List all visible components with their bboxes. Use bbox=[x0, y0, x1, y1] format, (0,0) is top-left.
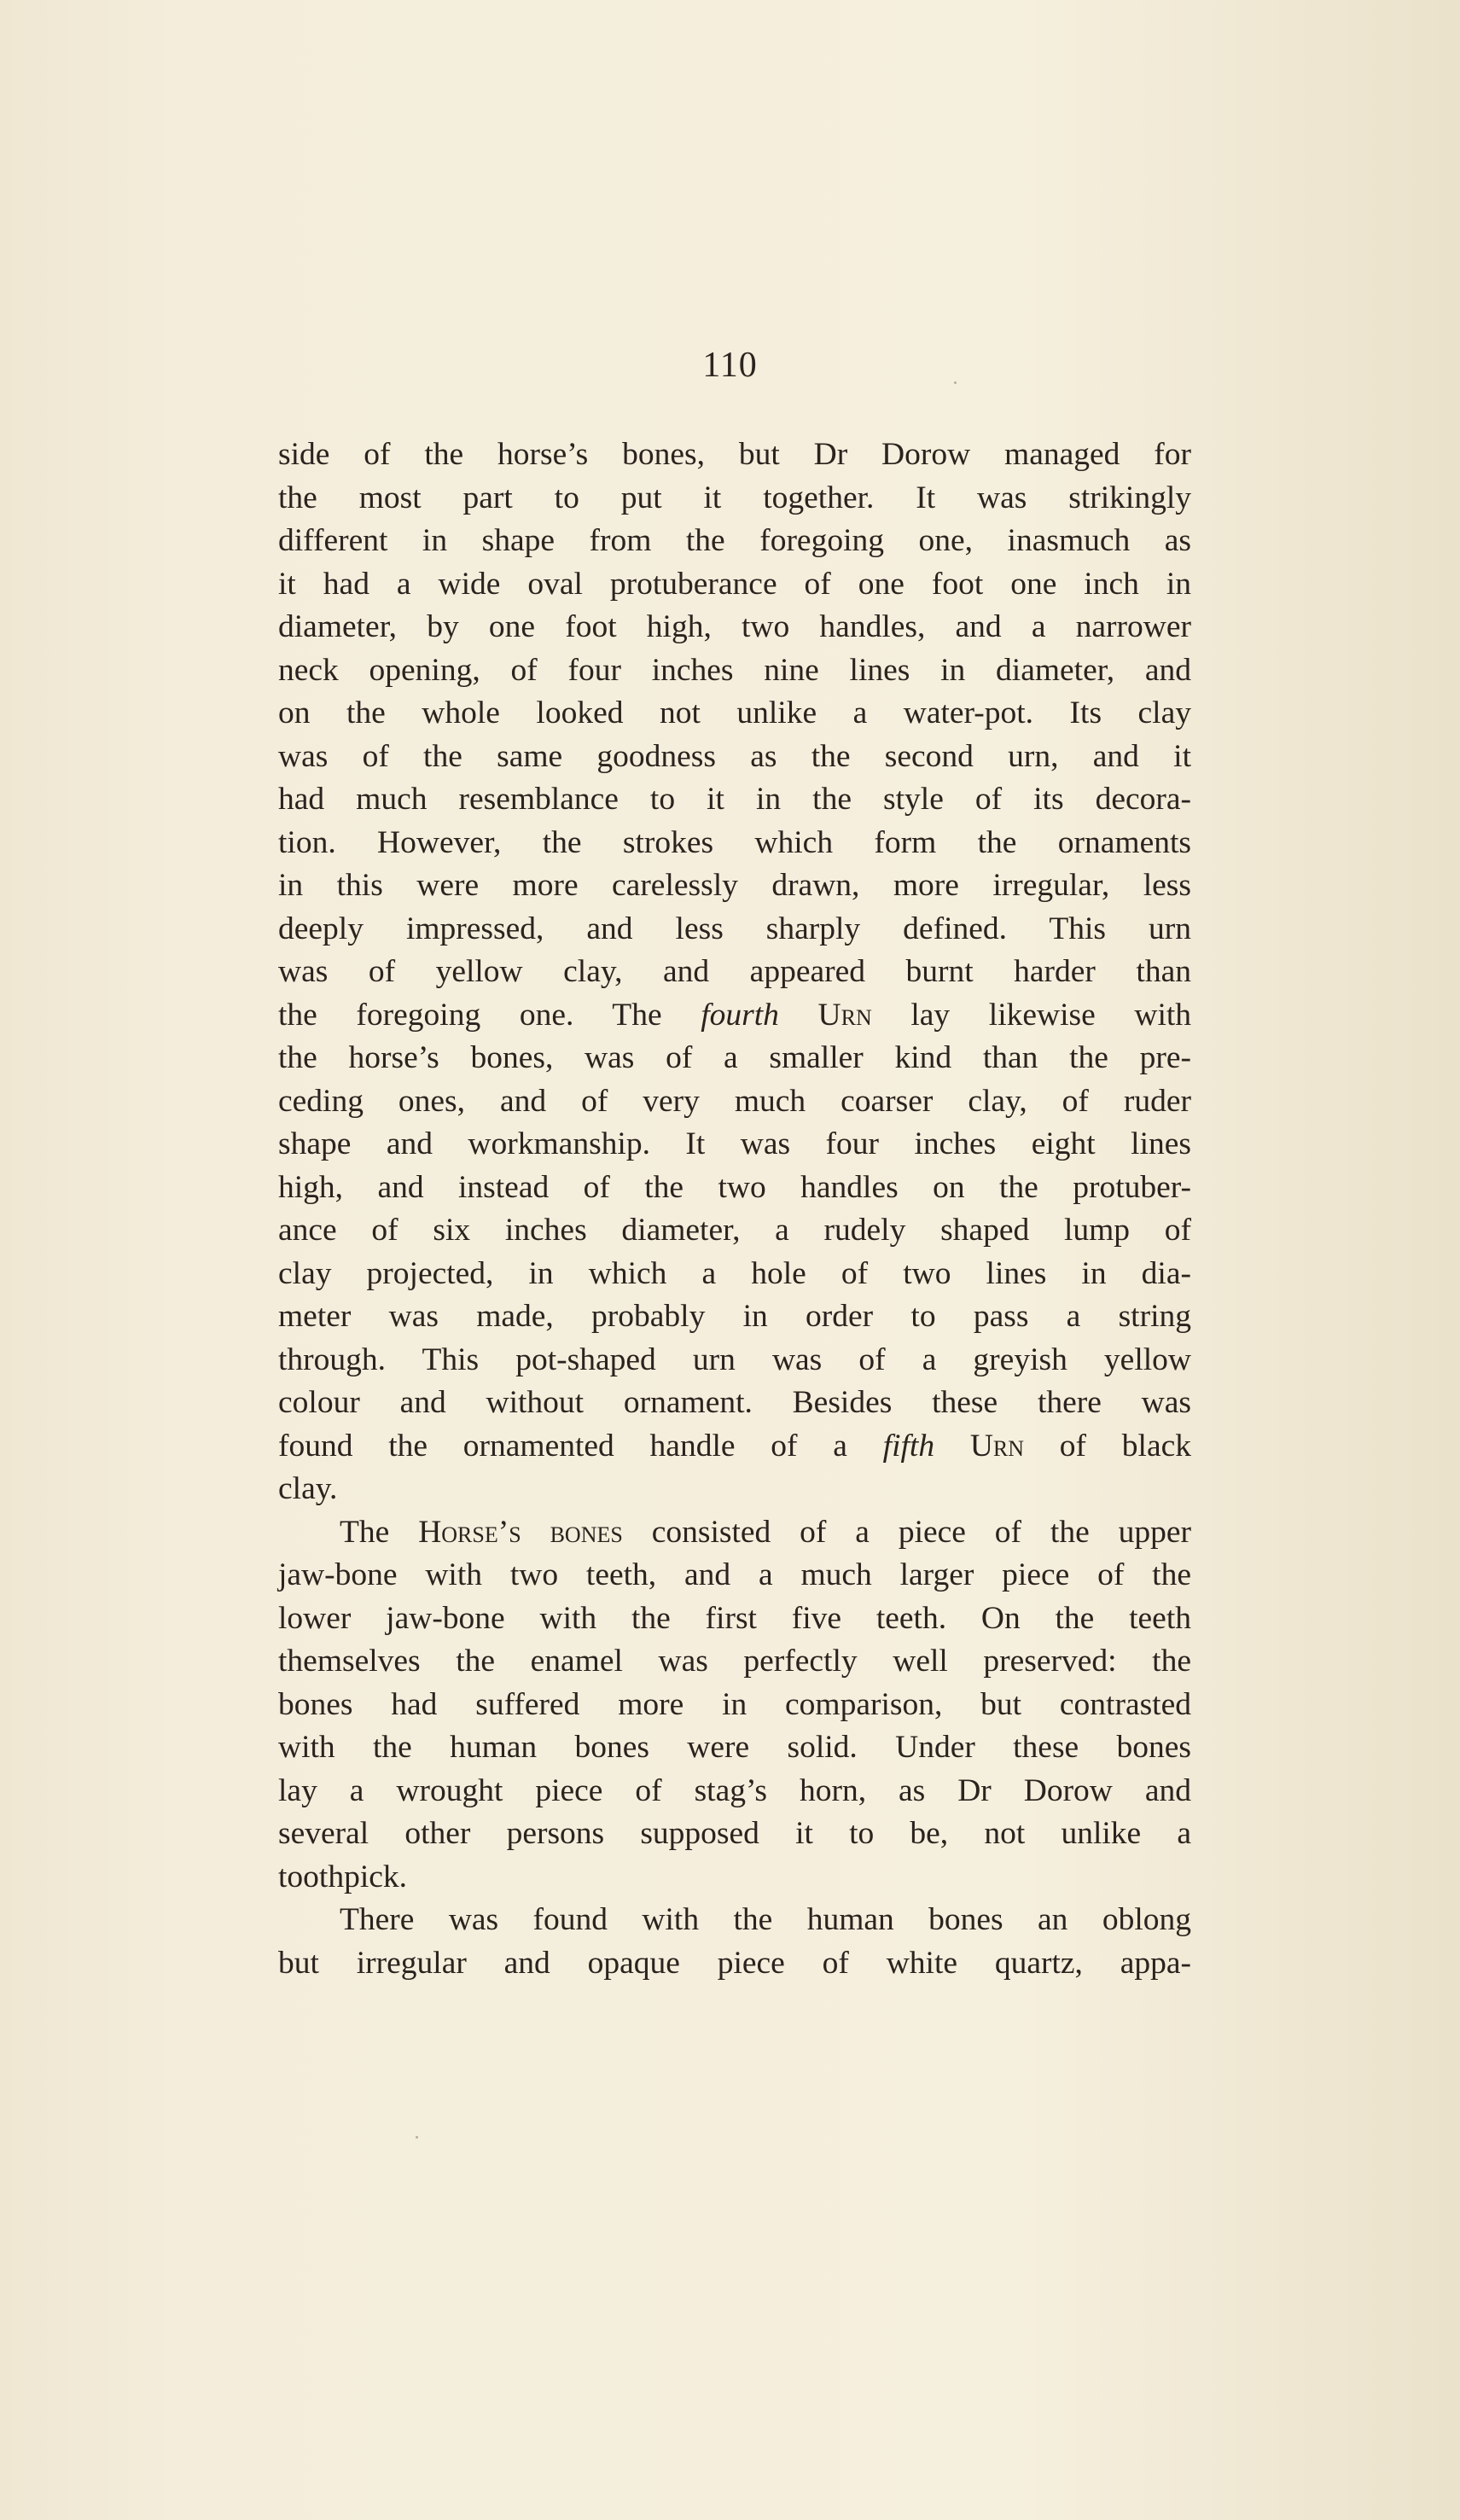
text-line: had much resemblance to it in the style of its decora- bbox=[278, 782, 1191, 817]
text-line: themselves the enamel was perfectly well preserved: the bbox=[278, 1644, 1191, 1679]
text-line: lower jaw-bone with the first five teeth. On the teeth bbox=[278, 1600, 1191, 1636]
text-line: the horse’s bones, was of a smaller kind than the pre- bbox=[278, 1040, 1191, 1075]
text-line: high, and instead of the two handles on the protuber- bbox=[278, 1169, 1191, 1205]
text-line: tion. However, the strokes which form the ornaments bbox=[278, 824, 1191, 860]
text-line: toothpick. bbox=[278, 1859, 408, 1894]
text-line: but irregular and opaque piece of white quartz, appa- bbox=[278, 1945, 1191, 1981]
text-segment: of black bbox=[1059, 1428, 1191, 1464]
italic-word: fifth bbox=[882, 1428, 935, 1464]
paper-speck bbox=[954, 381, 957, 384]
text-line: jaw-bone with two teeth, and a much larger piece of the bbox=[278, 1557, 1191, 1592]
text-line: it had a wide oval protuberance of one foot one inch in bbox=[278, 566, 1191, 602]
text-line: on the whole looked not unlike a water-pot. Its clay bbox=[278, 695, 1191, 730]
text-line: through. This pot-shaped urn was of a greyish yellow bbox=[278, 1341, 1191, 1377]
text-line-horses-bones bbox=[278, 1511, 1191, 1555]
text-segment: the foregoing one. The bbox=[278, 997, 662, 1033]
body-text bbox=[278, 434, 1191, 1985]
text-line-fifth-urn bbox=[278, 1425, 1191, 1469]
text-line: There was found with the human bones an oblong bbox=[340, 1902, 1191, 1937]
text-line: ceding ones, and of very much coarser clay, of ruder bbox=[278, 1083, 1191, 1119]
small-caps-phrase: Horse’s bones bbox=[418, 1514, 623, 1550]
text-line: different in shape from the foregoing one, inasmuch as bbox=[278, 523, 1191, 558]
small-caps-word: Urn bbox=[817, 997, 872, 1033]
text-line: in this were more carelessly drawn, more irregular, less bbox=[278, 868, 1191, 903]
text-line: was of the same goodness as the second urn, and it bbox=[278, 738, 1191, 774]
text-line: diameter, by one foot high, two handles, and a narrower bbox=[278, 609, 1191, 644]
text-line: bones had suffered more in comparison, but contrasted bbox=[278, 1686, 1191, 1722]
text-line: was of yellow clay, and appeared burnt harder than bbox=[278, 954, 1191, 989]
text-segment: lay likewise with bbox=[910, 997, 1192, 1033]
text-segment: The bbox=[340, 1514, 390, 1550]
text-line: side of the horse’s bones, but Dr Dorow managed for bbox=[278, 437, 1191, 472]
text-line: with the human bones were solid. Under these bones bbox=[278, 1730, 1191, 1765]
text-line: neck opening, of four inches nine lines in diameter, and bbox=[278, 652, 1191, 688]
text-line: clay. bbox=[278, 1471, 338, 1506]
text-line: meter was made, probably in order to pass a string bbox=[278, 1299, 1191, 1334]
text-line: deeply impressed, and less sharply defined. This urn bbox=[278, 911, 1191, 946]
text-line-fourth-urn bbox=[278, 994, 1191, 1038]
text-line: the most part to put it together. It was strikingly bbox=[278, 480, 1191, 515]
text-segment: consisted of a piece of the upper bbox=[651, 1514, 1192, 1550]
text-line: several other persons supposed it to be, not unlike a bbox=[278, 1816, 1191, 1851]
paper-speck bbox=[416, 2136, 418, 2139]
italic-word: fourth bbox=[701, 997, 779, 1033]
text-line: shape and workmanship. It was four inches eight lines bbox=[278, 1126, 1191, 1161]
text-line: colour and without ornament. Besides these there was bbox=[278, 1385, 1191, 1420]
text-line: lay a wrought piece of stag’s horn, as Dr Dorow and bbox=[278, 1772, 1191, 1808]
text-segment: found the ornamented handle of a bbox=[278, 1428, 847, 1464]
small-caps-word: Urn bbox=[969, 1428, 1025, 1464]
text-line: ance of six inches diameter, a rudely shaped lump of bbox=[278, 1213, 1191, 1248]
page-number: 110 bbox=[702, 346, 758, 385]
text-line: clay projected, in which a hole of two lines in dia- bbox=[278, 1255, 1191, 1291]
